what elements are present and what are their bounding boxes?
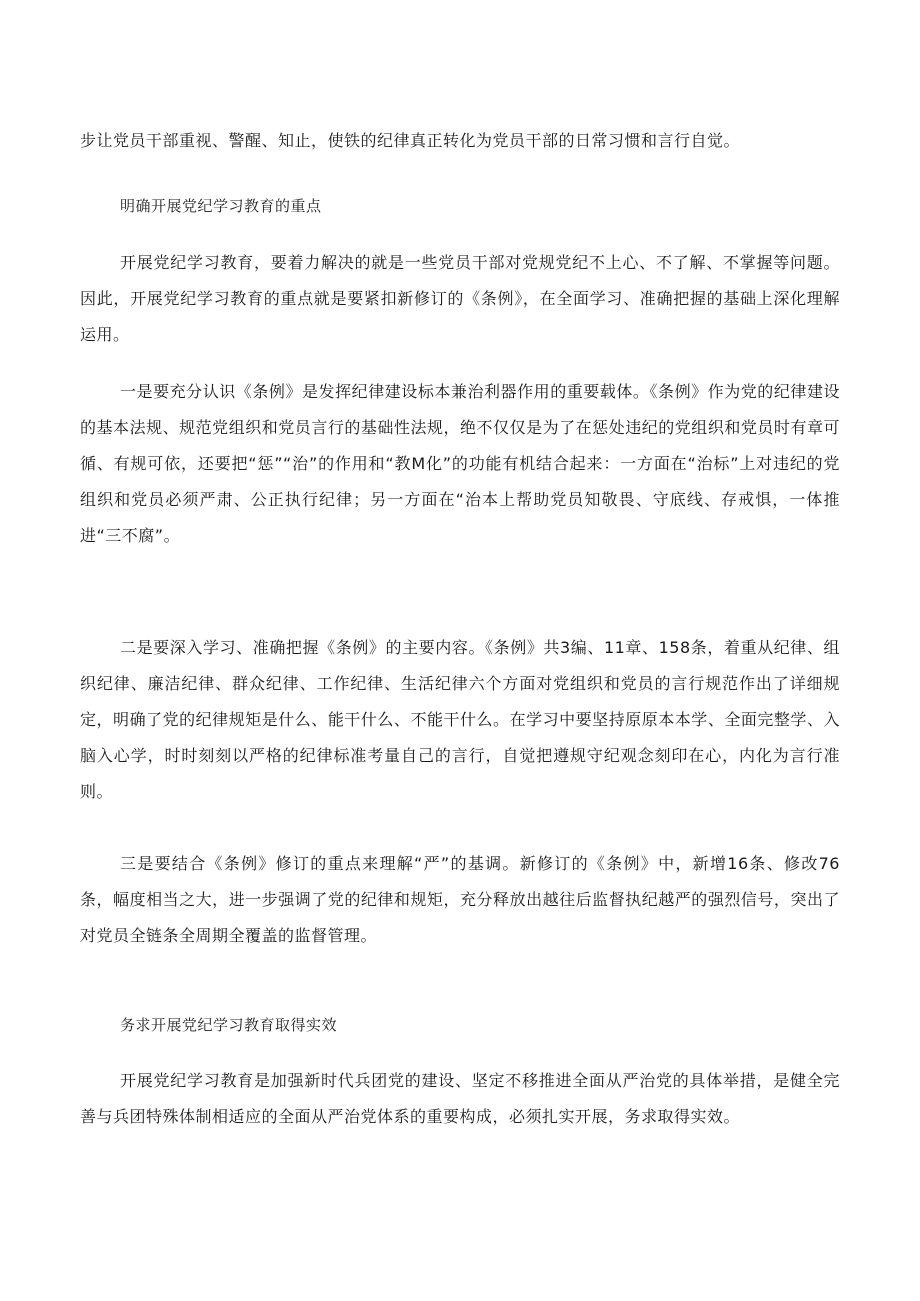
paragraph-point-one: 一是要充分认识《条例》是发挥纪律建设标本兼治利器作用的重要载体。《条例》作为党的纪律建设的基本法规、规范党组织和党员言行的基础性法规，绝不仅仅是为了在惩处违纪的党组织和党员时有章可循、有规可依，还要把“惩”“治”的作用和“教M化”的功能有机结合起来：一方面在“治标”上对违纪的党组织和党员必须严肃、公正执行纪律；另一方面在“治本上帮助党员知敬畏、守底线、存戒惧，一体推进“三不腐”。 xyxy=(80,382,840,545)
section-heading-results: 务求开展党纪学习教育取得实效 xyxy=(120,1016,338,1034)
paragraph-results-intro: 开展党纪学习教育是加强新时代兵团党的建设、坚定不移推进全面从严治党的具体举措，是健全完善与兵团特殊体制相适应的全面从严治党体系的重要构成，必须扎实开展，务求取得实效。 xyxy=(80,1071,840,1126)
paragraph-focus-intro: 开展党纪学习教育，要着力解决的就是一些党员干部对党规党纪不上心、不了解、不掌握等问题。因此，开展党纪学习教育的重点就是要紧扣新修订的《条例》，在全面学习、准确把握的基础上深化理解运用。 xyxy=(80,253,840,344)
continuation-paragraph: 步让党员干部重视、警醒、知止，使铁的纪律真正转化为党员干部的日常习惯和言行自觉。 xyxy=(80,131,741,150)
section-heading-focus: 明确开展党纪学习教育的重点 xyxy=(120,197,322,215)
paragraph-point-two: 二是要深入学习、准确把握《条例》的主要内容。《条例》共3编、11章、158条，着重从纪律、组织纪律、廉洁纪律、群众纪律、工作纪律、生活纪律六个方面对党组织和党员的言行规范作出了详细规定，明确了党的纪律规矩是什么、能干什么、不能干什么。在学习中要坚持原原本本学、全面完整学、入脑入心学，时时刻刻以严格的纪律标准考量自己的言行，自觉把遵规守纪观念刻印在心，内化为言行准则。 xyxy=(80,638,840,801)
paragraph-point-three: 三是要结合《条例》修订的重点来理解“严”的基调。新修订的《条例》中，新增16条、修改76条，幅度相当之大，进一步强调了党的纪律和规矩，充分释放出越往后监督执纪越严的强烈信号，突出了对党员全链条全周期全覆盖的监督管理。 xyxy=(80,854,840,945)
